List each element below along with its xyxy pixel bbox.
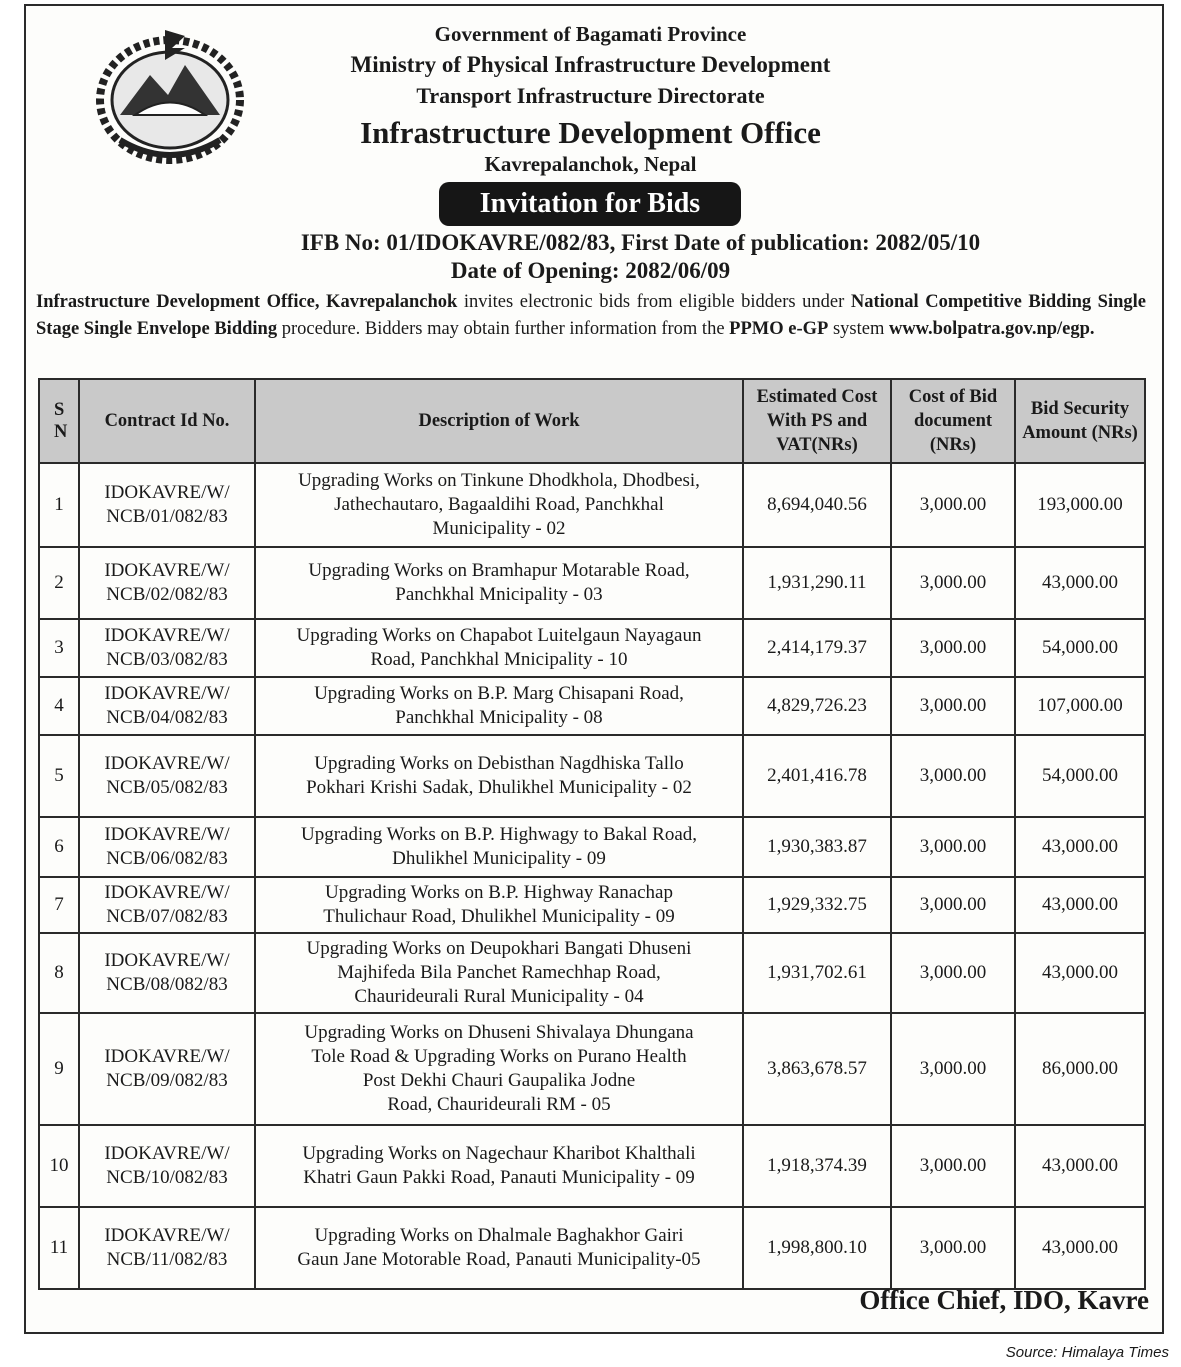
row-estimated-cost: 2,414,179.37 [743, 619, 891, 677]
row-contract-id [79, 1207, 255, 1289]
intro-procedure: National Competitive Bidding Single Stage Single Envelope Bidding [36, 292, 1146, 339]
ministry-line: Ministry of Physical Infrastructure Development [350, 52, 831, 77]
row-sn: 6 [39, 817, 79, 877]
description-line: Jathechautaro, Bagaaldihi Road, Panchkhal [334, 494, 664, 515]
contract-id-line: NCB/10/082/83 [106, 1167, 228, 1188]
table-row [39, 463, 1145, 547]
description-line: Upgrading Works on Deupokhari Bangati Dhuseni [306, 938, 692, 959]
contract-id-line: IDOKAVRE/W/ [104, 882, 230, 903]
row-bid-security: 86,000.00 [1015, 1013, 1145, 1125]
contract-id-line: NCB/04/082/83 [106, 707, 228, 728]
header-sn: S N [39, 379, 79, 463]
row-description [255, 463, 743, 547]
description-line: Pokhari Krishi Sadak, Dhulikhel Municipality - 02 [306, 777, 692, 798]
row-description [255, 677, 743, 735]
header-bid-document-cost: Cost of Bid document (NRs) [891, 379, 1015, 463]
header-description: Description of Work [255, 379, 743, 463]
row-description [255, 1013, 743, 1125]
source-credit: Source: Himalaya Times [1005, 1344, 1169, 1361]
description-line: Post Dekhi Chauri Gaupalika Jodne [362, 1070, 636, 1091]
invitation-banner: Invitation for Bids [439, 182, 741, 226]
description-line: Thulichaur Road, Dhulikhel Municipality - 09 [323, 906, 675, 927]
row-sn: 7 [39, 877, 79, 933]
contract-id-line: IDOKAVRE/W/ [104, 683, 230, 704]
row-description [255, 877, 743, 933]
row-contract-id [79, 877, 255, 933]
contract-id-line: NCB/02/082/83 [106, 584, 228, 605]
bids-table [38, 378, 1146, 1290]
row-description [255, 619, 743, 677]
row-description [255, 1125, 743, 1207]
row-bid-document-cost: 3,000.00 [891, 817, 1015, 877]
contract-id-line: NCB/09/082/83 [106, 1070, 228, 1091]
row-sn: 8 [39, 933, 79, 1013]
table-row [39, 933, 1145, 1013]
row-description [255, 735, 743, 817]
contract-id-line: NCB/05/082/83 [106, 777, 228, 798]
row-sn: 1 [39, 463, 79, 547]
contract-id-line: IDOKAVRE/W/ [104, 1225, 230, 1246]
table-row [39, 619, 1145, 677]
row-contract-id [79, 1125, 255, 1207]
contract-id-line: IDOKAVRE/W/ [104, 625, 230, 646]
row-estimated-cost: 1,918,374.39 [743, 1125, 891, 1207]
row-bid-security: 43,000.00 [1015, 817, 1145, 877]
row-bid-security: 43,000.00 [1015, 933, 1145, 1013]
ifb-number: IFB No: 01/IDOKAVRE/082/83, First Date of publication: 2082/05/10 [300, 230, 981, 255]
intro-text-1: invites electronic bids from eligible bidders under [457, 292, 851, 312]
header-bid-security: Bid Security Amount (NRs) [1015, 379, 1145, 463]
row-sn: 3 [39, 619, 79, 677]
contract-id-line: IDOKAVRE/W/ [104, 1143, 230, 1164]
row-sn: 5 [39, 735, 79, 817]
description-line: Tole Road & Upgrading Works on Purano Health [311, 1046, 687, 1067]
row-bid-security: 54,000.00 [1015, 735, 1145, 817]
row-bid-security: 193,000.00 [1015, 463, 1145, 547]
row-sn: 11 [39, 1207, 79, 1289]
row-estimated-cost: 1,929,332.75 [743, 877, 891, 933]
row-bid-security: 43,000.00 [1015, 1207, 1145, 1289]
row-sn: 9 [39, 1013, 79, 1125]
row-description [255, 817, 743, 877]
intro-text-2: procedure. Bidders may obtain further information from the [277, 319, 730, 339]
header-estimated-cost: Estimated Cost With PS and VAT(NRs) [743, 379, 891, 463]
contract-id-line: IDOKAVRE/W/ [104, 482, 230, 503]
description-line: Upgrading Works on Dhalmale Baghakhor Gairi [314, 1225, 684, 1246]
contract-id-line: NCB/06/082/83 [106, 848, 228, 869]
row-contract-id [79, 677, 255, 735]
row-contract-id [79, 463, 255, 547]
description-line: Panchkhal Mnicipality - 03 [395, 584, 603, 605]
description-line: Dhulikhel Municipality - 09 [392, 848, 606, 869]
description-line: Upgrading Works on Debisthan Nagdhiska Tallo [314, 753, 684, 774]
contract-id-line: IDOKAVRE/W/ [104, 753, 230, 774]
intro-paragraph [36, 289, 1146, 343]
description-line: Chaurideurali Rural Municipality - 04 [354, 986, 644, 1007]
row-sn: 2 [39, 547, 79, 619]
description-line: Upgrading Works on Dhuseni Shivalaya Dhungana [304, 1022, 694, 1043]
government-line: Government of Bagamati Province [434, 22, 747, 46]
row-bid-document-cost: 3,000.00 [891, 677, 1015, 735]
row-bid-document-cost: 3,000.00 [891, 463, 1015, 547]
row-contract-id [79, 547, 255, 619]
table-row [39, 877, 1145, 933]
row-contract-id [79, 619, 255, 677]
opening-date: Date of Opening: 2082/06/09 [450, 258, 731, 283]
description-line: Panchkhal Mnicipality - 08 [395, 707, 603, 728]
table-row [39, 1013, 1145, 1125]
office-location: Kavrepalanchok, Nepal [484, 152, 697, 176]
description-line: Upgrading Works on Tinkune Dhodkhola, Dhodbesi, [298, 470, 700, 491]
contract-id-line: NCB/11/082/83 [106, 1249, 228, 1270]
row-estimated-cost: 1,930,383.87 [743, 817, 891, 877]
row-description [255, 933, 743, 1013]
description-line: Gaun Jane Motorable Road, Panauti Municipality-05 [297, 1249, 701, 1270]
table-row [39, 677, 1145, 735]
row-bid-security: 54,000.00 [1015, 619, 1145, 677]
row-bid-document-cost: 3,000.00 [891, 547, 1015, 619]
row-bid-document-cost: 3,000.00 [891, 735, 1015, 817]
header-contract-id: Contract Id No. [79, 379, 255, 463]
row-contract-id [79, 1013, 255, 1125]
row-sn: 4 [39, 677, 79, 735]
row-description [255, 547, 743, 619]
row-bid-document-cost: 3,000.00 [891, 1013, 1015, 1125]
row-contract-id [79, 933, 255, 1013]
row-sn: 10 [39, 1125, 79, 1207]
table-row [39, 817, 1145, 877]
intro-text-3: system [828, 319, 889, 339]
row-bid-security: 43,000.00 [1015, 1125, 1145, 1207]
row-bid-document-cost: 3,000.00 [891, 1207, 1015, 1289]
contract-id-line: IDOKAVRE/W/ [104, 1046, 230, 1067]
row-contract-id [79, 735, 255, 817]
description-line: Road, Chaurideurali RM - 05 [387, 1094, 611, 1115]
row-estimated-cost: 1,931,702.61 [743, 933, 891, 1013]
contract-id-line: NCB/08/082/83 [106, 974, 228, 995]
description-line: Upgrading Works on Chapabot Luitelgaun Nayagaun [296, 625, 702, 646]
row-estimated-cost: 3,863,678.57 [743, 1013, 891, 1125]
description-line: Upgrading Works on Bramhapur Motarable Road, [308, 560, 690, 581]
row-estimated-cost: 4,829,726.23 [743, 677, 891, 735]
table-row [39, 547, 1145, 619]
office-title: Infrastructure Development Office [360, 115, 821, 150]
description-line: Upgrading Works on B.P. Highway Ranachap [325, 882, 673, 903]
contract-id-line: IDOKAVRE/W/ [104, 950, 230, 971]
contract-id-line: NCB/03/082/83 [106, 649, 228, 670]
table-row [39, 735, 1145, 817]
row-estimated-cost: 1,998,800.10 [743, 1207, 891, 1289]
table-header-row [39, 379, 1145, 463]
row-bid-document-cost: 3,000.00 [891, 877, 1015, 933]
row-bid-security: 43,000.00 [1015, 547, 1145, 619]
directorate-line: Transport Infrastructure Directorate [416, 83, 765, 108]
intro-system: PPMO e-GP [729, 319, 829, 339]
row-bid-security: 107,000.00 [1015, 677, 1145, 735]
table-row [39, 1125, 1145, 1207]
table-row [39, 1207, 1145, 1289]
description-line: Upgrading Works on B.P. Marg Chisapani Road, [314, 683, 684, 704]
description-line: Road, Panchkhal Mnicipality - 10 [370, 649, 628, 670]
intro-url: www.bolpatra.gov.np/egp. [888, 319, 1095, 339]
contract-id-line: NCB/01/082/83 [106, 506, 228, 527]
signoff: Office Chief, IDO, Kavre [859, 1285, 1149, 1315]
intro-office: Infrastructure Development Office, Kavrepalanchok [36, 292, 458, 312]
row-bid-document-cost: 3,000.00 [891, 933, 1015, 1013]
row-bid-security: 43,000.00 [1015, 877, 1145, 933]
contract-id-line: IDOKAVRE/W/ [104, 560, 230, 581]
description-line: Upgrading Works on B.P. Highwagy to Bakal Road, [300, 824, 698, 845]
row-contract-id [79, 817, 255, 877]
row-bid-document-cost: 3,000.00 [891, 1125, 1015, 1207]
contract-id-line: IDOKAVRE/W/ [104, 824, 230, 845]
description-line: Municipality - 02 [432, 518, 566, 539]
description-line: Upgrading Works on Nagechaur Kharibot Khalthali [302, 1143, 696, 1164]
row-bid-document-cost: 3,000.00 [891, 619, 1015, 677]
row-estimated-cost: 2,401,416.78 [743, 735, 891, 817]
row-estimated-cost: 8,694,040.56 [743, 463, 891, 547]
row-description [255, 1207, 743, 1289]
row-estimated-cost: 1,931,290.11 [743, 547, 891, 619]
description-line: Khatri Gaun Pakki Road, Panauti Municipality - 09 [303, 1167, 695, 1188]
description-line: Majhifeda Bila Panchet Ramechhap Road, [337, 962, 661, 983]
contract-id-line: NCB/07/082/83 [106, 906, 228, 927]
